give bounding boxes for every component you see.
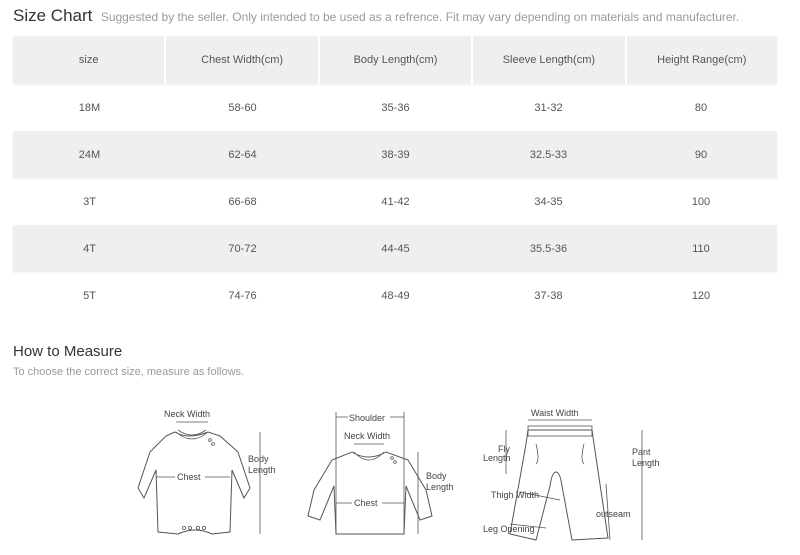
bodysuit-chest-label: Chest xyxy=(177,472,201,482)
shirt-body-length-label-2: Length xyxy=(426,482,454,492)
table-cell: 66-68 xyxy=(228,195,257,208)
table-cell: 90 xyxy=(694,148,708,161)
pants-diagram xyxy=(476,400,676,550)
pants-waist-label: Waist Width xyxy=(531,408,579,418)
how-to-measure-title: How to Measure xyxy=(13,343,123,360)
table-row xyxy=(13,272,777,319)
size-table xyxy=(13,36,777,319)
column-header-size: size xyxy=(13,36,166,84)
table-cell: 110 xyxy=(692,242,710,255)
shirt-shoulder-label: Shoulder xyxy=(349,413,386,423)
table-cell: 3T xyxy=(83,195,96,208)
shirt-chest-label: Chest xyxy=(354,498,378,508)
bodysuit-diagram xyxy=(120,400,290,542)
table-cell: 31-32 xyxy=(534,101,563,114)
pants-outline-icon xyxy=(510,426,608,540)
page-subtitle: Suggested by the seller. Only intended to be used as a refrence. Fit may vary depending on materials and manufacturer. xyxy=(100,10,740,24)
column-header-sleeve-length: Sleeve Length(cm) xyxy=(473,36,626,84)
table-cell: 70-72 xyxy=(228,242,257,255)
shirt-neck-label: Neck Width xyxy=(344,431,391,441)
table-header-row xyxy=(13,36,777,84)
shirt-diagram xyxy=(296,400,466,542)
bodysuit-body-length-label: Body xyxy=(248,454,269,464)
table-cell: 48-49 xyxy=(381,289,410,302)
pants-pant-length-label-2: Length xyxy=(632,458,660,468)
table-cell: 5T xyxy=(83,289,96,302)
table-cell: 58-60 xyxy=(228,101,257,114)
table-cell: 100 xyxy=(691,195,711,208)
shirt-body-length-label: Body xyxy=(426,471,447,481)
table-cell: 62-64 xyxy=(228,148,257,161)
table-cell: 80 xyxy=(694,101,708,114)
table-cell: 24M xyxy=(78,148,101,161)
table-cell: 74-76 xyxy=(228,289,257,302)
table-cell: 35.5-36 xyxy=(529,242,568,255)
table-cell: 35-36 xyxy=(381,101,410,114)
bodysuit-neck-label: Neck Width xyxy=(164,409,211,419)
table-row xyxy=(13,178,777,225)
table-cell: 41-42 xyxy=(381,195,410,208)
column-header-body-length: Body Length(cm) xyxy=(320,36,473,84)
pants-thigh-label: Thigh Width xyxy=(491,490,540,500)
column-header-height-range: Height Range(cm) xyxy=(657,54,747,66)
table-row xyxy=(13,131,777,178)
table-cell: 37-38 xyxy=(534,289,563,302)
table-cell: 120 xyxy=(691,289,711,302)
table-row xyxy=(13,225,777,272)
pants-fly-label-2: Length xyxy=(483,453,511,463)
pants-fly-label: Fly xyxy=(498,444,510,454)
shirt-outline-icon xyxy=(308,452,432,534)
table-cell: 34-35 xyxy=(534,195,563,208)
table-cell: 38-39 xyxy=(381,148,410,161)
how-to-measure-subtitle: To choose the correct size, measure as follows. xyxy=(13,366,245,378)
table-cell: 32.5-33 xyxy=(529,148,568,161)
bodysuit-body-length-label-2: Length xyxy=(248,465,276,475)
size-chart-header xyxy=(13,6,739,26)
table-cell: 18M xyxy=(78,101,101,114)
pants-outseam-label: outseam xyxy=(596,509,631,519)
column-header-chest: Chest Width(cm) xyxy=(166,36,319,84)
pants-pant-length-label: Pant xyxy=(632,447,651,457)
pants-leg-opening-label: Leg Opening xyxy=(483,524,535,534)
table-cell: 44-45 xyxy=(381,242,410,255)
page-title: Size Chart xyxy=(13,6,93,25)
table-row xyxy=(13,84,777,131)
table-cell: 4T xyxy=(83,242,96,255)
